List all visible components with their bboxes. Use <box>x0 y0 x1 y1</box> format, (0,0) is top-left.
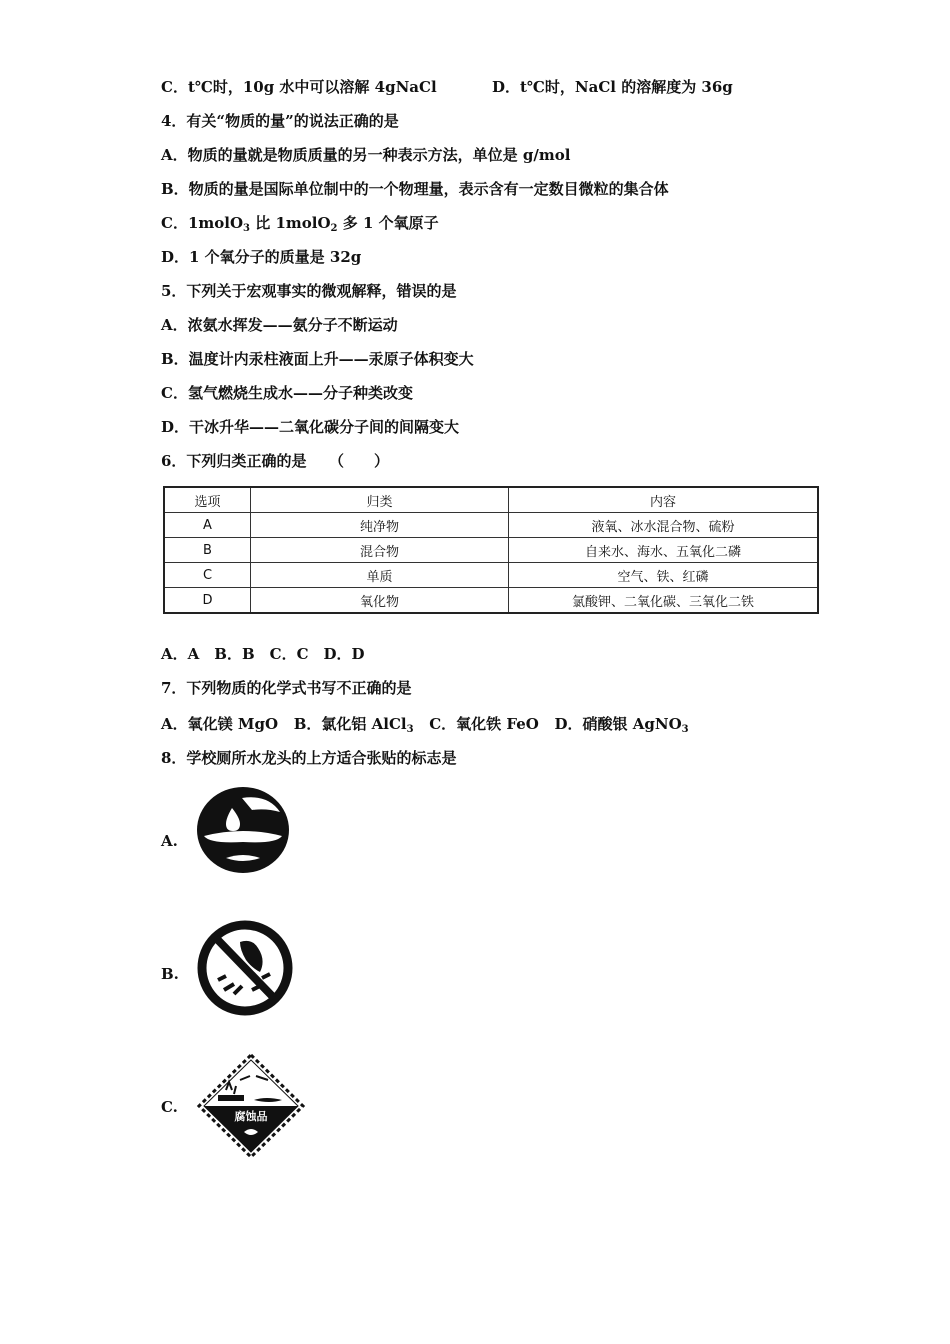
q5-option-c: C．氢气燃烧生成水——分子种类改变 <box>161 384 413 402</box>
table-cell: B <box>164 538 251 563</box>
table-cell: 氯酸钾、二氧化碳、三氧化二铁 <box>509 588 819 614</box>
corrosive-sign-icon <box>196 1052 306 1164</box>
q5-option-a: A．浓氨水挥发——氨分子不断运动 <box>161 316 398 334</box>
q7-options-row <box>161 714 689 740</box>
table-cell: 纯净物 <box>251 513 509 538</box>
q5-stem: 5．下列关于宏观事实的微观解释，错误的是 <box>161 282 457 300</box>
q4-option-b: B．物质的量是国际单位制中的一个物理量，表示含有一定数目微粒的集合体 <box>161 180 669 198</box>
subscript: 3 <box>406 724 414 735</box>
q8-stem: 8．学校厕所水龙头的上方适合张贴的标志是 <box>161 749 457 767</box>
table-header: 归类 <box>251 487 509 513</box>
q7-stem: 7．下列物质的化学式书写不正确的是 <box>161 679 412 697</box>
q7-option-a: A．氧化镁 MgO <box>161 715 279 733</box>
subscript: 3 <box>681 724 689 735</box>
q5-option-b: B．温度计内汞柱液面上升——汞原子体积变大 <box>161 350 474 368</box>
q7-option-d-text: D．硝酸银 AgNO <box>554 715 682 733</box>
no-open-fire-sign-icon <box>196 920 294 1020</box>
q3-options-row <box>161 77 733 97</box>
classification-table <box>163 486 819 614</box>
table-cell: 液氧、冰水混合物、硫粉 <box>509 513 819 538</box>
table-cell: A <box>164 513 251 538</box>
table-header-row <box>164 487 818 513</box>
q4-option-c-part3: 多 1 个氧原子 <box>337 214 439 232</box>
q6-options: A．A B．B C．C D．D <box>161 645 365 663</box>
table-cell: 空气、铁、红磷 <box>509 563 819 588</box>
q4-option-c-part1: C．1molO <box>161 214 244 232</box>
table-cell: C <box>164 563 251 588</box>
q7-option-c: C．氧化铁 FeO <box>429 715 539 733</box>
table-cell: 混合物 <box>251 538 509 563</box>
table-cell: 自来水、海水、五氧化二磷 <box>509 538 819 563</box>
q3-option-c: C．t℃时，10g 水中可以溶解 4gNaCl <box>161 78 437 96</box>
q7-option-b <box>294 715 414 733</box>
table-row <box>164 563 818 588</box>
q7-option-d <box>555 715 689 733</box>
q8-option-a-label: A. <box>161 832 178 850</box>
table-row <box>164 513 818 538</box>
table-row <box>164 588 818 614</box>
table-cell: D <box>164 588 251 614</box>
table-cell: 氧化物 <box>251 588 509 614</box>
q6-stem: 6．下列归类正确的是 （ ） <box>161 452 389 470</box>
q5-option-d: D．干冰升华——二氧化碳分子间的间隔变大 <box>161 418 460 436</box>
corrosive-sign-text: 腐蚀品 <box>234 1110 268 1123</box>
q8-option-b-label: B. <box>161 965 179 983</box>
subscript: 2 <box>330 223 338 234</box>
q7-option-b-text: B．氯化铝 AlCl <box>293 715 407 733</box>
table-cell: 单质 <box>251 563 509 588</box>
q3-option-d: D．t℃时，NaCl 的溶解度为 36g <box>492 78 733 96</box>
water-saving-sign-icon <box>196 786 290 878</box>
table-header: 内容 <box>509 487 819 513</box>
table-row <box>164 538 818 563</box>
subscript: 3 <box>243 223 250 234</box>
q4-option-d: D．1 个氧分子的质量是 32g <box>161 248 362 266</box>
q4-stem: 4．有关“物质的量”的说法正确的是 <box>161 112 399 130</box>
table-header: 选项 <box>164 487 251 513</box>
q4-option-c-part2: 比 1molO <box>250 214 331 232</box>
q4-option-c <box>161 213 439 239</box>
q4-option-a: A．物质的量就是物质质量的另一种表示方法，单位是 g/mol <box>161 146 571 164</box>
q8-option-c-label: C. <box>161 1098 178 1116</box>
